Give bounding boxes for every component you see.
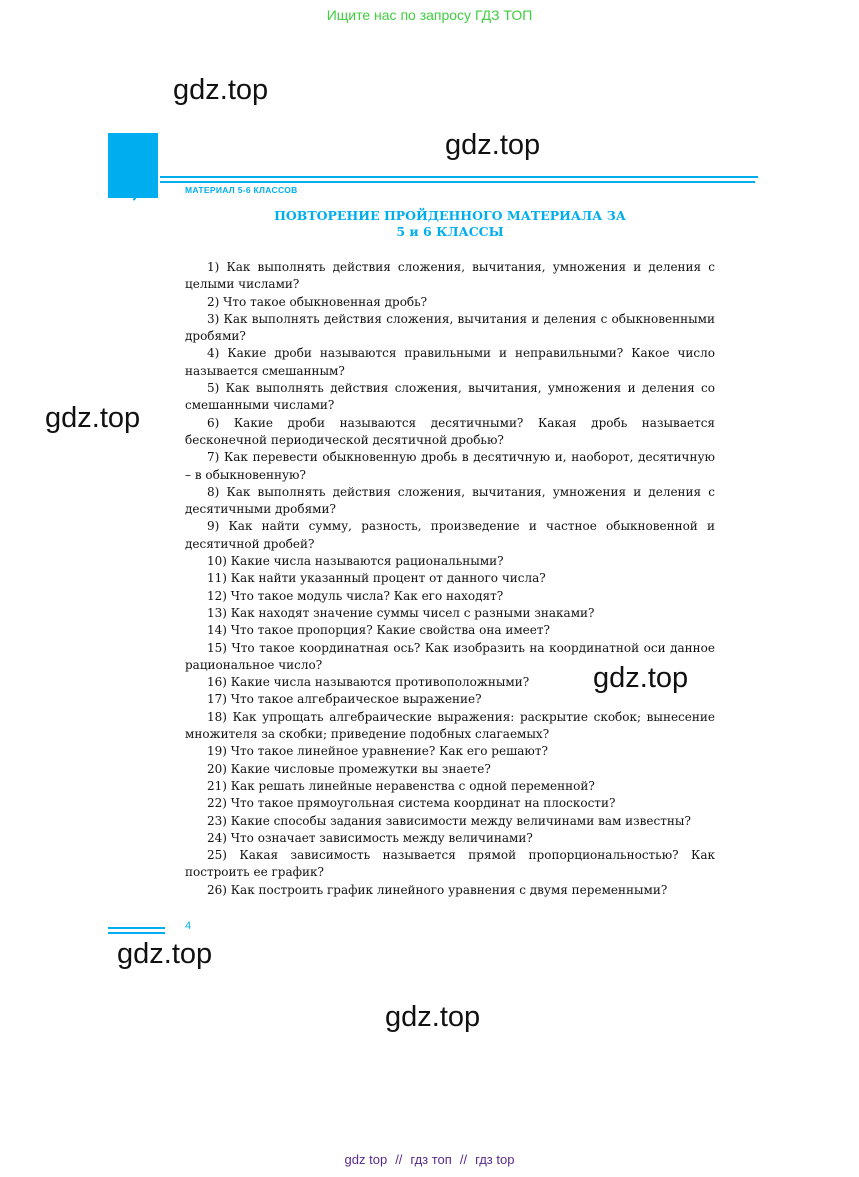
- question-item: 23) Какие способы задания зависимости между величинами вам известны?: [207, 813, 691, 828]
- question-item: 26) Как построить график линейного уравнения с двумя переменными?: [207, 882, 668, 897]
- question-item: 2) Что такое обыкновенная дробь?: [207, 294, 428, 309]
- question-item: 14) Что такое пропорция? Какие свойства она имеет?: [207, 623, 550, 638]
- question-item: 5) Как выполнять действия сложения, вычитания, умножения и деления со смешанными числами?: [185, 381, 715, 413]
- bottom-separator: //: [395, 1152, 403, 1167]
- question-item: 21) Как решать линейные неравенства с одной переменной?: [207, 778, 595, 793]
- watermark: gdz.top: [45, 402, 141, 434]
- question-item: 24) Что означает зависимость между величинами?: [207, 830, 533, 845]
- bottom-link[interactable]: гдз топ: [410, 1152, 452, 1167]
- question-item: 6) Какие дроби называются десятичными? Какая дробь называется бесконечной периодической десятичной дробью?: [185, 415, 715, 447]
- question-item: 13) Как находят значение суммы чисел с разными знаками?: [207, 605, 595, 620]
- question-list: [185, 259, 715, 899]
- question-item: 20) Какие числовые промежутки вы знаете?: [207, 761, 491, 776]
- bottom-link[interactable]: гдз top: [475, 1152, 515, 1167]
- footer-rule: [108, 932, 165, 934]
- page-title-line2: 5 и 6 КЛАССЫ: [396, 224, 504, 239]
- question-item: 8) Как выполнять действия сложения, вычитания, умножения и деления с десятичными дробями?: [185, 484, 715, 517]
- footer-rule: [108, 927, 165, 929]
- watermark: gdz.top: [117, 938, 213, 970]
- header-rule: [160, 176, 758, 178]
- question-item: 18) Как упрощать алгебраические выражения: раскрытие скобок; вынесение множителя за скобки; приведение подобных слагаемых?: [185, 709, 715, 742]
- question-item: 11) Как найти указанный процент от данного числа?: [207, 571, 546, 586]
- question-item: 7) Как перевести обыкновенную дробь в десятичную и, наоборот, десятичную – в обыкновенную?: [185, 450, 715, 482]
- watermark: gdz.top: [593, 662, 689, 694]
- watermark: gdz.top: [385, 1001, 481, 1033]
- question-item: 4) Какие дроби называются правильными и неправильными? Какое число называется смешанным?: [185, 346, 715, 378]
- header-accent-block: [108, 133, 158, 198]
- watermark: gdz.top: [445, 129, 541, 161]
- question-item: 16) Какие числа называются противоположными?: [207, 675, 530, 690]
- bottom-separator: //: [459, 1152, 468, 1167]
- page-number: 4: [185, 920, 192, 932]
- question-item: 22) Что такое прямоугольная система координат на плоскости?: [207, 796, 616, 811]
- page-title-line1: ПОВТОРЕНИЕ ПРОЙДЕННОГО МАТЕРИАЛА ЗА: [274, 208, 626, 223]
- header-rule: [160, 181, 755, 183]
- watermark: gdz.top: [173, 74, 269, 106]
- question-item: 1) Как выполнять действия сложения, вычитания, умножения и деления с целыми числами?: [185, 260, 715, 292]
- bottom-link[interactable]: gdz top: [344, 1152, 388, 1167]
- question-item: 25) Какая зависимость называется прямой пропорциональностью? Как построить ее график?: [185, 848, 715, 880]
- question-item: 10) Какие числа называются рациональными?: [207, 554, 504, 569]
- top-banner[interactable]: Ищите нас по запросу ГДЗ ТОП: [326, 7, 533, 23]
- question-item: 19) Что такое линейное уравнение? Как его решают?: [207, 744, 548, 759]
- question-item: 17) Что такое алгебраическое выражение?: [207, 692, 482, 707]
- section-label: МАТЕРИАЛ 5-6 КЛАССОВ: [185, 185, 298, 195]
- question-item: 15) Что такое координатная ось? Как изобразить на координатной оси данное рациональное число?: [185, 640, 715, 672]
- question-item: 9) Как найти сумму, разность, произведение и частное обыкновенной и десятичной дробей?: [185, 519, 715, 551]
- bottom-banner: [0, 1152, 859, 1167]
- question-item: 3) Как выполнять действия сложения, вычитания и деления с обыкновенными дробями?: [185, 311, 715, 344]
- question-item: 12) Что такое модуль числа? Как его находят?: [207, 588, 504, 603]
